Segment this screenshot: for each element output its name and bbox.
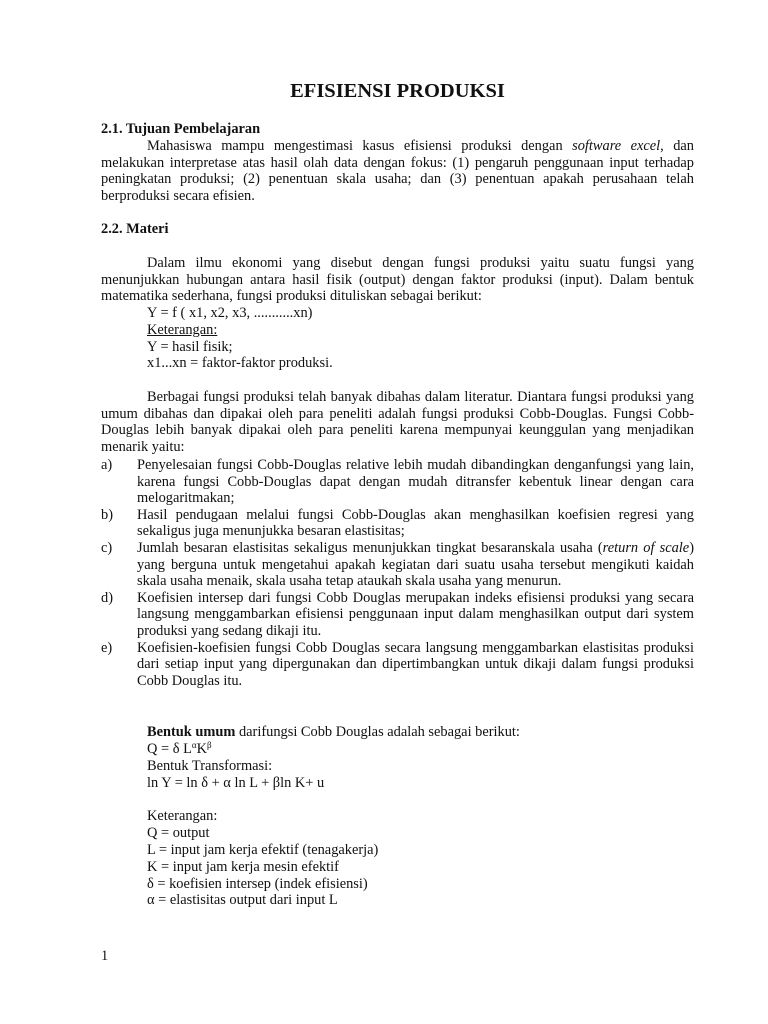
keterangan2-item: L = input jam kerja efektif (tenagakerja) xyxy=(147,842,379,858)
keterangan2-item: δ = koefisien intersep (indek efisiensi) xyxy=(147,876,368,892)
keterangan2-item: K = input jam kerja mesin efektif xyxy=(147,859,339,875)
page-number: 1 xyxy=(101,948,109,964)
cobb-douglas-equation xyxy=(147,741,212,758)
paragraph-tujuan-rest: , dan melakukan interpretase atas hasil olah data dengan fokus: (1) pengaruh penggunaan input terhadap peningkatan produksi; (2) penentuan skala usaha; dan (3) penentuan apakah perusahaan telah berproduksi secara efisien. xyxy=(101,138,694,204)
equation-base: Q = δ L xyxy=(147,741,192,757)
keterangan2-item: Q = output xyxy=(147,825,210,841)
section-heading-materi: 2.2. Materi xyxy=(101,221,169,237)
paragraph-materi-2-text: Berbagai fungsi produksi telah banyak dibahas dalam literatur. Diantara fungsi produksi yang umum dibahas dan dipakai oleh para peneliti adalah fungsi produksi Cobb-Douglas. Fungsi Cobb-Douglas lebih banyak dipakai oleh para peneliti karena mempunyai keunggulan yang menjadikan menarik yaitu: xyxy=(101,389,694,455)
formula-general: Y = f ( x1, x2, x3, ...........xn) xyxy=(147,305,313,321)
list-marker: e) xyxy=(101,639,113,656)
list-marker: a) xyxy=(101,457,113,473)
list-item xyxy=(101,457,694,507)
equation-beta-exponent: β xyxy=(207,740,212,750)
keterangan2-item: α = elastisitas output dari input L xyxy=(147,892,338,908)
transformasi-label: Bentuk Transformasi: xyxy=(147,758,273,774)
keterangan-x: x1...xn = faktor-faktor produksi. xyxy=(147,355,333,371)
paragraph-materi-1 xyxy=(101,255,694,305)
bentuk-umum-text: darifungsi Cobb Douglas adalah sebagai berikut: xyxy=(235,724,520,740)
page-title: EFISIENSI PRODUKSI xyxy=(290,80,505,102)
list-item-text: Koefisien-koefisien fungsi Cobb Douglas secara langsung menggambarkan elastisitas produksi dari setiap input yang dipergunakan dan dipertimbangkan untuk dikaji dalam fungsi produksi Cobb Douglas itu. xyxy=(137,639,694,689)
transformasi-equation: ln Y = ln δ + α ln L + βln K+ u xyxy=(147,775,325,791)
list-item-text: Koefisien intersep dari fungsi Cobb Douglas merupakan indeks efisiensi produksi yang secara langsung menggambarkan efisiensi penggunaan input dalam menghasilkan output dari system produksi yang sedang dikaji itu. xyxy=(137,589,694,639)
list-item-text-rest: ) yang berguna untuk mengetahui apakah kegiatan dari suatu usaha tersebut mengikuti kaidah skala usaha menaik, skala usaha tetap ataukah skala usaha yang menurun. xyxy=(137,539,694,590)
bentuk-umum-bold: Bentuk umum xyxy=(147,724,236,740)
paragraph-materi-2 xyxy=(101,389,694,455)
list-item xyxy=(101,540,694,590)
paragraph-tujuan-italic: software excel xyxy=(572,138,661,154)
equation-k: K xyxy=(196,741,207,757)
bentuk-umum-line xyxy=(147,724,520,741)
list-item xyxy=(101,507,694,540)
paragraph-tujuan-text: Mahasiswa mampu mengestimasi kasus efisiensi produksi dengan xyxy=(147,138,573,154)
list-item xyxy=(101,640,694,690)
list-item-italic: return of scale xyxy=(602,539,690,556)
keterangan2-label: Keterangan: xyxy=(147,808,218,824)
list-marker: b) xyxy=(101,506,113,523)
list-item-text: Hasil pendugaan melalui fungsi Cobb-Douglas akan menghasilkan koefisien regresi yang sekaligus juga menunjukka besaran elastisitas; xyxy=(137,506,694,540)
keunggulan-list xyxy=(101,457,694,689)
section-heading-tujuan: 2.1. Tujuan Pembelajaran xyxy=(101,121,261,137)
keterangan-label: Keterangan: xyxy=(147,322,218,338)
list-marker: c) xyxy=(101,539,113,556)
keterangan-y: Y = hasil fisik; xyxy=(147,339,233,355)
paragraph-materi-1-text: Dalam ilmu ekonomi yang disebut dengan fungsi produksi yaitu suatu fungsi yang menunjukkan hubungan antara hasil fisik (output) dengan faktor produksi (input). Dalam bentuk matematika sederhana, fungsi produksi dituliskan sebagai berikut: xyxy=(101,255,694,305)
paragraph-tujuan xyxy=(101,138,694,204)
equation-alpha-exponent: α xyxy=(191,740,197,750)
list-item xyxy=(101,590,694,640)
list-marker: d) xyxy=(101,589,113,606)
list-item-text: Penyelesaian fungsi Cobb-Douglas relative lebih mudah dibandingkan denganfungsi yang lain, karena fungsi Cobb-Douglas dapat dengan mudah ditransfer kebentuk linear dengan cara melogaritmakan; xyxy=(137,457,694,507)
list-item-text: Jumlah besaran elastisitas sekaligus menunjukkan tingkat besaranskala usaha ( xyxy=(137,539,603,556)
